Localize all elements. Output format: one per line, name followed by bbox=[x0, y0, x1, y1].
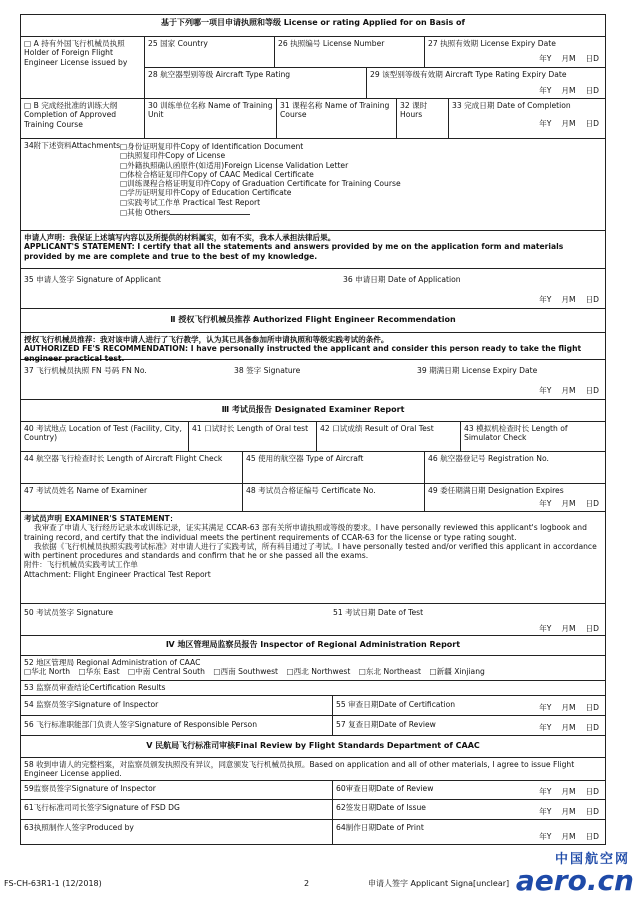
designation-expiry-label: 49 委任期满日期 Designation Expires bbox=[428, 486, 564, 495]
fn-number-field[interactable]: 37 飞行机械员执照 FN 号码 FN No. bbox=[24, 366, 147, 375]
examiner-certificate-field[interactable]: 48 考试员合格证编号 Certificate No. bbox=[243, 484, 425, 511]
test-date-parts: 年Y 月M 日D bbox=[539, 623, 599, 633]
producer-row bbox=[21, 820, 605, 844]
certification-date-label: 55 审查日期Date of Certification bbox=[336, 700, 456, 709]
aero-cn-watermark-logo bbox=[504, 852, 634, 896]
completion-date-parts: 年Y 月M 日D bbox=[539, 118, 599, 128]
designation-expiry-date-parts: 年Y 月M 日D bbox=[539, 498, 599, 508]
certification-results-row bbox=[21, 681, 605, 696]
region-option-central-south[interactable]: □中南 Central South bbox=[128, 667, 205, 677]
registration-number-field[interactable]: 46 航空器登记号 Registration No. bbox=[428, 454, 549, 463]
examiner-signature-field[interactable]: 50 考试员签字 Signature bbox=[24, 608, 114, 617]
flight-check-length-field[interactable]: 44 航空器飞行检查时长 Length of Aircraft Flight Check bbox=[21, 452, 243, 483]
review-date-field[interactable] bbox=[333, 716, 605, 735]
recommendation-cn: 授权飞行机械员推荐：我对该申请人进行了飞行教学，认为其已具备参加所申请执照和等级实践考试的条件。 bbox=[24, 335, 389, 344]
attachment-item-others[interactable]: □其他 Others bbox=[24, 207, 602, 217]
section-3-header: Ⅲ 考试员报告 Designated Examiner Report bbox=[221, 405, 405, 414]
aircraft-type-rating-field[interactable]: 28 航空器型别等级 Aircraft Type Rating bbox=[145, 68, 367, 98]
oral-test-length-field[interactable]: 41 口试时长 Length of Oral test bbox=[189, 422, 317, 451]
license-expiry-label: 27 执照有效期 License Expiry Date bbox=[428, 39, 556, 48]
examiner-attachment-cn: 附件：飞行机械员实践考试工作单 bbox=[24, 560, 138, 570]
examiner-name-field[interactable]: 47 考试员姓名 Name of Examiner bbox=[21, 484, 243, 511]
inspector-signature-row bbox=[21, 696, 605, 716]
responsible-person-signature-field[interactable]: 56 飞行标准职能部门负责人签字Signature of Responsible Person bbox=[21, 716, 333, 735]
examiner-statement-title: 考试员声明 EXAMINER'S STATEMENT： bbox=[24, 514, 178, 523]
fsd-review-date-field[interactable] bbox=[333, 781, 605, 799]
aircraft-type-field[interactable]: 45 使用的航空器 Type of Aircraft bbox=[243, 452, 425, 483]
fsd-dg-row bbox=[21, 800, 605, 820]
type-rating-expiry-date-parts: 年Y 月M 日D bbox=[539, 85, 599, 95]
recommender-expiry-field[interactable]: 39 期满日期 License Expiry Date bbox=[417, 366, 538, 375]
issue-date-parts: 年Y 月M 日D bbox=[539, 806, 599, 816]
attachment-item[interactable]: □外籍执照确认函原件(如适用)Foreign License Validation Letter bbox=[120, 160, 349, 170]
attachment-item[interactable]: □学历证明复印件Copy of Education Certificate bbox=[120, 188, 292, 198]
attachment-item[interactable]: □身份证明复印件Copy of Identification Document bbox=[120, 142, 304, 151]
region-option-southwest[interactable]: □西南 Southwest bbox=[213, 667, 279, 677]
simulator-check-length-field[interactable]: 43 模拟机检查时长 Length of Simulator Check bbox=[464, 424, 568, 443]
test-date-field[interactable]: 51 考试日期 Date of Test bbox=[333, 608, 424, 617]
region-option-northwest[interactable]: □西北 Northwest bbox=[286, 667, 351, 677]
section-2-header-row bbox=[21, 309, 605, 333]
watermark-cn: 中国航空网 bbox=[554, 852, 630, 867]
attachments-title: 34附下述资料Attachments bbox=[24, 141, 121, 150]
attachment-item[interactable]: □体检合格证复印件Copy of CAAC Medical Certificate bbox=[120, 169, 314, 179]
license-expiry-field[interactable] bbox=[425, 37, 605, 67]
page-number: 2 bbox=[304, 879, 310, 888]
application-date-field[interactable]: 36 申请日期 Date of Application bbox=[343, 275, 461, 284]
license-expiry-date-parts: 年Y 月M 日D bbox=[539, 54, 599, 64]
license-number-field[interactable]: 26 执照编号 License Number bbox=[275, 37, 425, 67]
test-location-field[interactable]: 40 考试地点 Location of Test (Facility, City, Country) bbox=[21, 422, 189, 451]
examiner-statement-row bbox=[21, 512, 605, 604]
regional-admin-label: 52 地区管理局 Regional Administration of CAAC bbox=[24, 658, 201, 667]
section-4-header: Ⅳ 地区管理局监察员报告 Inspector of Regional Administration Report bbox=[165, 640, 461, 649]
applicant-signature-row bbox=[21, 269, 605, 309]
watermark-en: aero.cn bbox=[515, 864, 634, 897]
training-course-field[interactable]: 31 课程名称 Name of Training Course bbox=[277, 99, 397, 138]
completion-date-field[interactable] bbox=[449, 99, 605, 138]
final-review-statement: 58 收到申请人的完整档案，对监察员颁发执照没有异议，同意颁发飞行机械员执照。Based on application and all of other materials, I agree to issue Flight Engineer License applied. bbox=[24, 760, 575, 779]
section-4-header-row bbox=[21, 636, 605, 656]
examiner-info-row bbox=[21, 484, 605, 512]
aircraft-info-row bbox=[21, 452, 605, 484]
section-2-header: Ⅱ 授权飞行机械员推荐 Authorized Flight Engineer Recommendation bbox=[170, 315, 456, 324]
hours-field[interactable]: 32 课时 Hours bbox=[397, 99, 449, 138]
fsd-inspector-row bbox=[21, 781, 605, 800]
country-field[interactable]: 25 国家 Country bbox=[145, 37, 275, 67]
certification-results-field[interactable]: 53 监察员审查结论Certification Results bbox=[24, 683, 166, 692]
oral-test-result-field[interactable]: 42 口试成绩 Result of Oral Test bbox=[317, 422, 461, 451]
recommender-row bbox=[21, 360, 605, 400]
option-a-row bbox=[21, 37, 605, 99]
region-option-north[interactable]: □华北 North bbox=[24, 667, 71, 677]
designation-expiry-field[interactable] bbox=[425, 484, 605, 511]
applicant-statement-en: APPLICANT'S STATEMENT: I certify that all the statements and answers provided by me on the application form and materials provided by me are complete and true to the best of my knowledge. bbox=[24, 242, 564, 261]
section-5-header: Ⅴ 民航局飞行标准司审核Final Review by Flight Standards Department of CAAC bbox=[146, 741, 480, 750]
training-unit-field[interactable]: 30 训练单位名称 Name of Training Unit bbox=[145, 99, 277, 138]
print-date-label: 64制作日期Date of Print bbox=[336, 823, 424, 832]
test-info-row bbox=[21, 422, 605, 452]
inspector-signature-field[interactable]: 54 监察员签字Signature of Inspector bbox=[21, 696, 333, 715]
issue-date-label: 62签发日期Date of Issue bbox=[336, 803, 426, 812]
print-date-parts: 年Y 月M 日D bbox=[539, 831, 599, 841]
print-date-field[interactable] bbox=[333, 820, 605, 844]
completion-date-label: 33 完成日期 Date of Completion bbox=[452, 101, 571, 110]
applicant-statement-cn: 申请人声明：我保证上述填写内容以及所提供的材料属实，如有不实，我本人承担法律后果。 bbox=[24, 233, 336, 242]
applicant-statement bbox=[21, 231, 605, 268]
application-form bbox=[20, 14, 606, 845]
footer-applicant-signature: 申请人签字 Applicant Signa[unclear] bbox=[368, 879, 510, 888]
examiner-statement-1: 我审查了申请人飞行经历记录本或训练记录，证实其满足 CCAR-63 部有关所申请执照或等级的要求。I have personally reviewed this applicant's logbook and training record, and certify that the individual meets the pertinent requirements of CCAR-63 for the license or type rating sought. bbox=[24, 523, 587, 542]
fsd-inspector-signature-field[interactable]: 59监察员签字Signature of Inspector bbox=[21, 781, 333, 799]
recommendation-statement bbox=[21, 333, 605, 363]
regional-admin-row bbox=[21, 656, 605, 681]
responsible-person-row bbox=[21, 716, 605, 736]
fsd-dg-signature-field[interactable]: 61飞行标准司司长签字Signature of FSD DG bbox=[21, 800, 333, 819]
option-b-row bbox=[21, 99, 605, 139]
examiner-statement bbox=[21, 512, 605, 603]
recommender-expiry-date-parts: 年Y 月M 日D bbox=[539, 385, 599, 395]
regional-admin-block bbox=[21, 656, 605, 680]
issue-date-field[interactable] bbox=[333, 800, 605, 819]
section-3-header-row bbox=[21, 400, 605, 422]
fsd-review-date-label: 60审查日期Date of Review bbox=[336, 784, 434, 793]
application-date-parts: 年Y 月M 日D bbox=[539, 294, 599, 304]
examiner-attachment-en: Attachment: Flight Engineer Practical Test Report bbox=[24, 569, 211, 579]
region-options bbox=[24, 667, 602, 676]
region-option-east[interactable]: □华东 East bbox=[78, 667, 120, 677]
examiner-signature-row bbox=[21, 604, 605, 636]
attachment-item[interactable]: □实践考试工作单 Practical Test Report bbox=[120, 197, 261, 207]
applicant-statement-row bbox=[21, 231, 605, 269]
recommendation-row bbox=[21, 333, 605, 363]
recommender-signature-field[interactable]: 38 签字 Signature bbox=[234, 366, 301, 375]
review-date-label: 57 复查日期Date of Review bbox=[336, 720, 436, 729]
fsd-review-date-parts: 年Y 月M 日D bbox=[539, 786, 599, 796]
producer-signature-field[interactable]: 63执照制作人签字Produced by bbox=[21, 820, 333, 844]
type-rating-expiry-label: 29 该型别等级有效期 Aircraft Type Rating Expiry Date bbox=[370, 69, 567, 79]
option-a-fields bbox=[145, 37, 605, 98]
region-option-xinjiang[interactable]: □新疆 Xinjiang bbox=[429, 667, 485, 677]
region-option-northeast[interactable]: □东北 Northeast bbox=[358, 667, 422, 677]
examiner-statement-2: 我依据《飞行机械员执照实践考试标准》对申请人进行了实践考试，所有科目通过了考试。I have personally tested and/or verified this applicant in accordance with pertinent procedures and standards and confirm that he or she passed all the exams. bbox=[24, 541, 597, 560]
section-5-header-row bbox=[21, 736, 605, 758]
certification-date-field[interactable] bbox=[333, 696, 605, 715]
applicant-signature-block bbox=[21, 269, 605, 308]
attachment-item[interactable]: □执照复印件Copy of License bbox=[120, 151, 226, 161]
recommender-block bbox=[21, 360, 605, 399]
review-date-parts: 年Y 月M 日D bbox=[539, 722, 599, 732]
option-b-label[interactable]: □ B 完成经批准的训练大纲 Completion of Approved Training Course bbox=[21, 99, 145, 138]
recommendation-en: AUTHORIZED FE'S RECOMMENDATION: I have personally instructed the applicant and consider this person ready to take the flight engineer practical test. bbox=[24, 344, 582, 363]
applicant-signature-field[interactable]: 35 申请人签字 Signature of Applicant bbox=[24, 275, 161, 284]
attachments-row bbox=[21, 139, 605, 231]
final-review-statement-row bbox=[21, 758, 605, 781]
others-blank bbox=[170, 207, 250, 215]
attachment-item[interactable]: □训练课程合格证明复印件Copy of Graduation Certificate for Training Course bbox=[120, 179, 401, 188]
certification-date-parts: 年Y 月M 日D bbox=[539, 702, 599, 712]
option-a-label[interactable]: □ A 持有外国飞行机械员执照 Holder of Foreign Flight Engineer License issued by bbox=[21, 37, 145, 98]
form-code: FS-CH-63R1-1 (12/2018) bbox=[4, 879, 102, 888]
type-rating-expiry-field[interactable] bbox=[367, 68, 605, 98]
section-1-header-row bbox=[21, 15, 605, 37]
attachments-block bbox=[21, 139, 605, 230]
section-1-header: 基于下列哪一项目申请执照和等级 License or rating Applied for on Basis of bbox=[160, 18, 466, 27]
examiner-signature-block bbox=[21, 604, 605, 635]
